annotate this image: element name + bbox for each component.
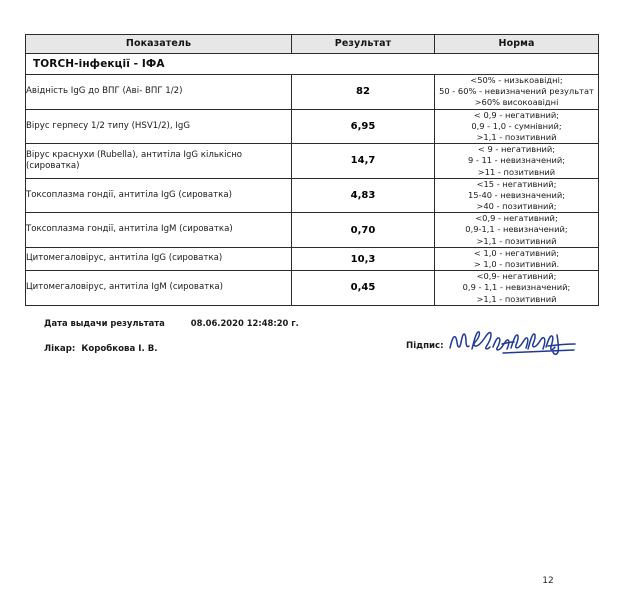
analyte-reference-range bbox=[435, 109, 599, 144]
analyte-result-value: 0,45 bbox=[292, 271, 435, 306]
reference-range-line: < 9 - негативний; bbox=[477, 144, 556, 155]
signature-label: Підпис: bbox=[406, 341, 444, 351]
column-header-norm: Норма bbox=[435, 35, 599, 54]
reference-range-line: 9 - 11 - невизначений; bbox=[467, 155, 566, 166]
lab-results-table bbox=[25, 34, 599, 306]
analyte-result-value: 4,83 bbox=[292, 178, 435, 213]
analyte-reference-range bbox=[435, 144, 599, 179]
analyte-result-value: 14,7 bbox=[292, 144, 435, 179]
column-header-result: Результат bbox=[292, 35, 435, 54]
column-header-indicator: Показатель bbox=[26, 35, 292, 54]
issue-date-line bbox=[44, 318, 299, 328]
reference-range-line: 0,9-1,1 - невизначений; bbox=[465, 224, 568, 235]
reference-range-line: < 1,0 - негативний; bbox=[473, 247, 560, 258]
analyte-reference-range bbox=[435, 75, 599, 110]
analyte-name: Токсоплазма гондії, антитіла IgG (сироватка) bbox=[26, 178, 292, 213]
table-row bbox=[26, 247, 599, 270]
reference-range-line: < 0,9 - негативний; bbox=[473, 109, 560, 120]
page-number: 12 bbox=[542, 576, 554, 586]
reference-range-line: 50 - 60% - невизначений результат bbox=[439, 86, 594, 97]
analyte-name: Вірус краснухи (Rubella), антитіла IgG кількісно (сироватка) bbox=[26, 144, 292, 179]
analyte-name: Цитомегаловірус, антитіла IgM (сироватка) bbox=[26, 271, 292, 306]
doctor-name: Коробкова І. В. bbox=[81, 344, 158, 354]
analyte-result-value: 10,3 bbox=[292, 247, 435, 270]
reference-range-line: >11 - позитивний bbox=[477, 166, 556, 177]
analyte-result-value: 0,70 bbox=[292, 213, 435, 248]
analyte-reference-range bbox=[435, 271, 599, 306]
issue-date-label: Дата выдачи результата bbox=[44, 318, 165, 328]
analyte-reference-range bbox=[435, 213, 599, 248]
analyte-name: Вірус герпесу 1/2 типу (HSV1/2), IgG bbox=[26, 109, 292, 144]
analyte-reference-range bbox=[435, 247, 599, 270]
doctor-line bbox=[44, 344, 158, 354]
analyte-name: Авідність IgG до ВПГ (Аві- ВПГ 1/2) bbox=[26, 75, 292, 110]
handwritten-signature-icon bbox=[448, 327, 593, 357]
report-footer bbox=[0, 313, 624, 373]
doctor-label: Лікар: bbox=[44, 344, 76, 354]
reference-range-line: 0,9 - 1,1 - невизначений; bbox=[462, 282, 571, 293]
analyte-reference-range bbox=[435, 178, 599, 213]
table-row bbox=[26, 213, 599, 248]
table-body bbox=[26, 54, 599, 306]
analyte-result-value: 82 bbox=[292, 75, 435, 110]
reference-range-line: <15 - негативний; bbox=[476, 178, 557, 189]
reference-range-line: <0,9 - негативний; bbox=[475, 213, 558, 224]
table-row bbox=[26, 109, 599, 144]
table-header-row bbox=[26, 35, 599, 54]
reference-range-line: >1,1 - позитивний bbox=[476, 293, 557, 304]
table-row bbox=[26, 271, 599, 306]
analyte-result-value: 6,95 bbox=[292, 109, 435, 144]
reference-range-line: >40 - позитивний; bbox=[476, 201, 557, 212]
analyte-name: Токсоплазма гондії, антитіла IgM (сироватка) bbox=[26, 213, 292, 248]
reference-range-line: >1,1 - позитивний bbox=[476, 131, 557, 142]
reference-range-line: >60% високоавідні bbox=[474, 97, 559, 108]
table-row bbox=[26, 144, 599, 179]
section-header-row bbox=[26, 54, 599, 75]
table-row bbox=[26, 75, 599, 110]
analyte-name: Цитомегаловірус, антитіла IgG (сироватка) bbox=[26, 247, 292, 270]
reference-range-line: > 1,0 - позитивний. bbox=[473, 259, 560, 269]
section-title: TORCH-інфекції - ІФА bbox=[26, 54, 599, 75]
table-row bbox=[26, 178, 599, 213]
reference-range-line: <0,9- негативний; bbox=[476, 271, 557, 282]
reference-range-line: 15-40 - невизначений; bbox=[467, 189, 566, 200]
reference-range-line: <50% - низькоавідні; bbox=[470, 75, 563, 85]
reference-range-line: 0,9 - 1,0 - сумнівний; bbox=[471, 120, 562, 131]
reference-range-line: >1,1 - позитивний bbox=[476, 235, 557, 246]
issue-date-value: 08.06.2020 12:48:20 г. bbox=[190, 318, 299, 328]
